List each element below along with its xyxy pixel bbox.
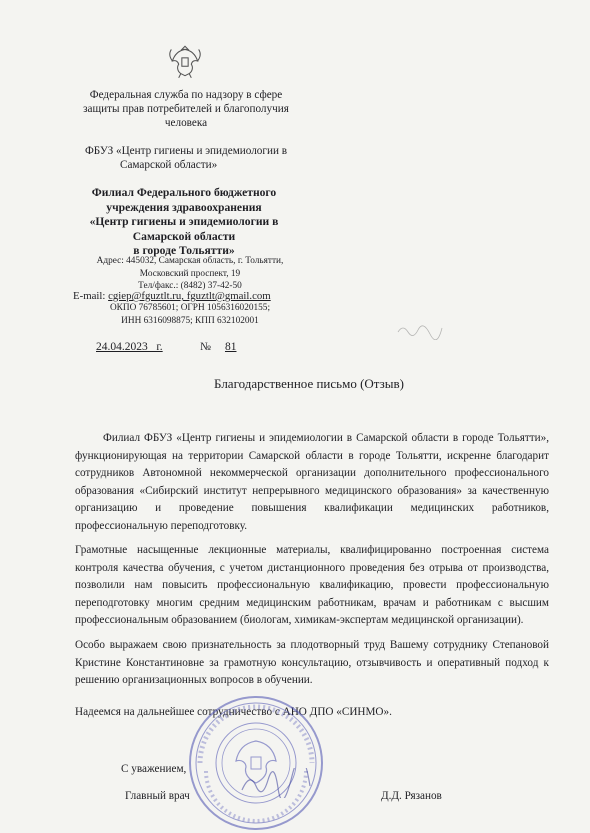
round-seal-stamp-icon <box>186 693 326 833</box>
signer-position: Главный врач <box>125 790 190 802</box>
body-paragraph: Надеемся на дальнейшее сотрудничество с АНО ДПО «СИНМО». <box>75 706 392 718</box>
agency-line: защиты прав потребителей и благополучия <box>83 103 289 115</box>
registration-info <box>96 341 237 353</box>
center-name <box>70 144 302 172</box>
letter-date: 24.04.2023 г. <box>96 341 163 353</box>
body-paragraph: Особо выражаем свою признательность за плодотворный труд Вашему сотруднику Степановой Кристине Константиновне за грамотную консультацию, отзывчивость и оперативный подход к решению организационных вопросов в обучении. <box>75 639 549 687</box>
center-line: Самарской области» <box>120 159 218 171</box>
agency-name <box>72 88 300 130</box>
branch-name <box>70 186 298 259</box>
letter-number <box>200 341 280 353</box>
body-paragraph: Филиал ФБУЗ «Центр гигиены и эпидемиологии в Самарской области в городе Тольятти», функционирующая на территории Самарской области в городе Тольятти, искренне благодарит сотрудников Автономной некоммерческой организации дополнительного профессионального образования «Сибирский институт непрерывного медицинского образования» за качественную организацию и проведение повышения квалификации медицинских работников, профессиональную переподготовку. <box>75 432 549 532</box>
closing-phrase: С уважением, <box>121 763 187 775</box>
branch-line: в городе Тольятти» <box>133 244 235 257</box>
registration-codes <box>74 302 306 327</box>
pen-mark-icon <box>396 318 446 340</box>
branch-line: «Центр гигиены и эпидемиологии в <box>89 215 279 228</box>
email-line <box>73 290 313 302</box>
body-paragraph: Грамотные насыщенные лекционные материалы, квалифицированно построенная система контроля качества обучения, с учетом дистанционного проведения без отрыва от производства, позволили нам повысить профессиональную квалификацию, провести профессиональную переподготовку многим средним медицинским работникам, врачам и работникам с высшим профессиональным образованием (биологам, химикам-экспертам медицинской организации). <box>75 544 549 627</box>
number-value: 81 <box>224 341 237 353</box>
agency-line: Федеральная служба по надзору в сфере <box>89 89 283 101</box>
address-block <box>74 255 306 293</box>
number-label: № <box>200 341 211 353</box>
center-line: ФБУЗ «Центр гигиены и эпидемиологии в <box>84 145 288 157</box>
reg-code-line: ОКПО 76785601; ОГРН 1056316020155; <box>109 303 271 313</box>
email-label: E-mail: <box>73 290 109 302</box>
branch-line: Филиал Федерального бюджетного <box>91 186 277 199</box>
branch-line: Самарской области <box>132 229 236 243</box>
signer-name: Д.Д. Рязанов <box>381 790 442 802</box>
letter-title: Благодарственное письмо (Отзыв) <box>214 376 404 391</box>
russian-coat-of-arms-icon <box>164 40 206 82</box>
handwritten-signature-icon <box>238 768 318 798</box>
agency-line: человека <box>164 117 208 129</box>
address-line: Адрес: 445032, Самарская область, г. Тольятти, <box>96 256 284 266</box>
email-link[interactable]: cgiep@fguztlt.ru, fguztlt@gmail.com <box>108 290 271 302</box>
branch-line: учреждения здравоохранения <box>106 200 262 214</box>
reg-code-line: ИНН 6316098875; КПП 632102001 <box>121 315 259 326</box>
address-line: Московский проспект, 19 <box>139 268 241 279</box>
address-line: Тел/факс.: (8482) 37-42-50 <box>138 281 242 291</box>
